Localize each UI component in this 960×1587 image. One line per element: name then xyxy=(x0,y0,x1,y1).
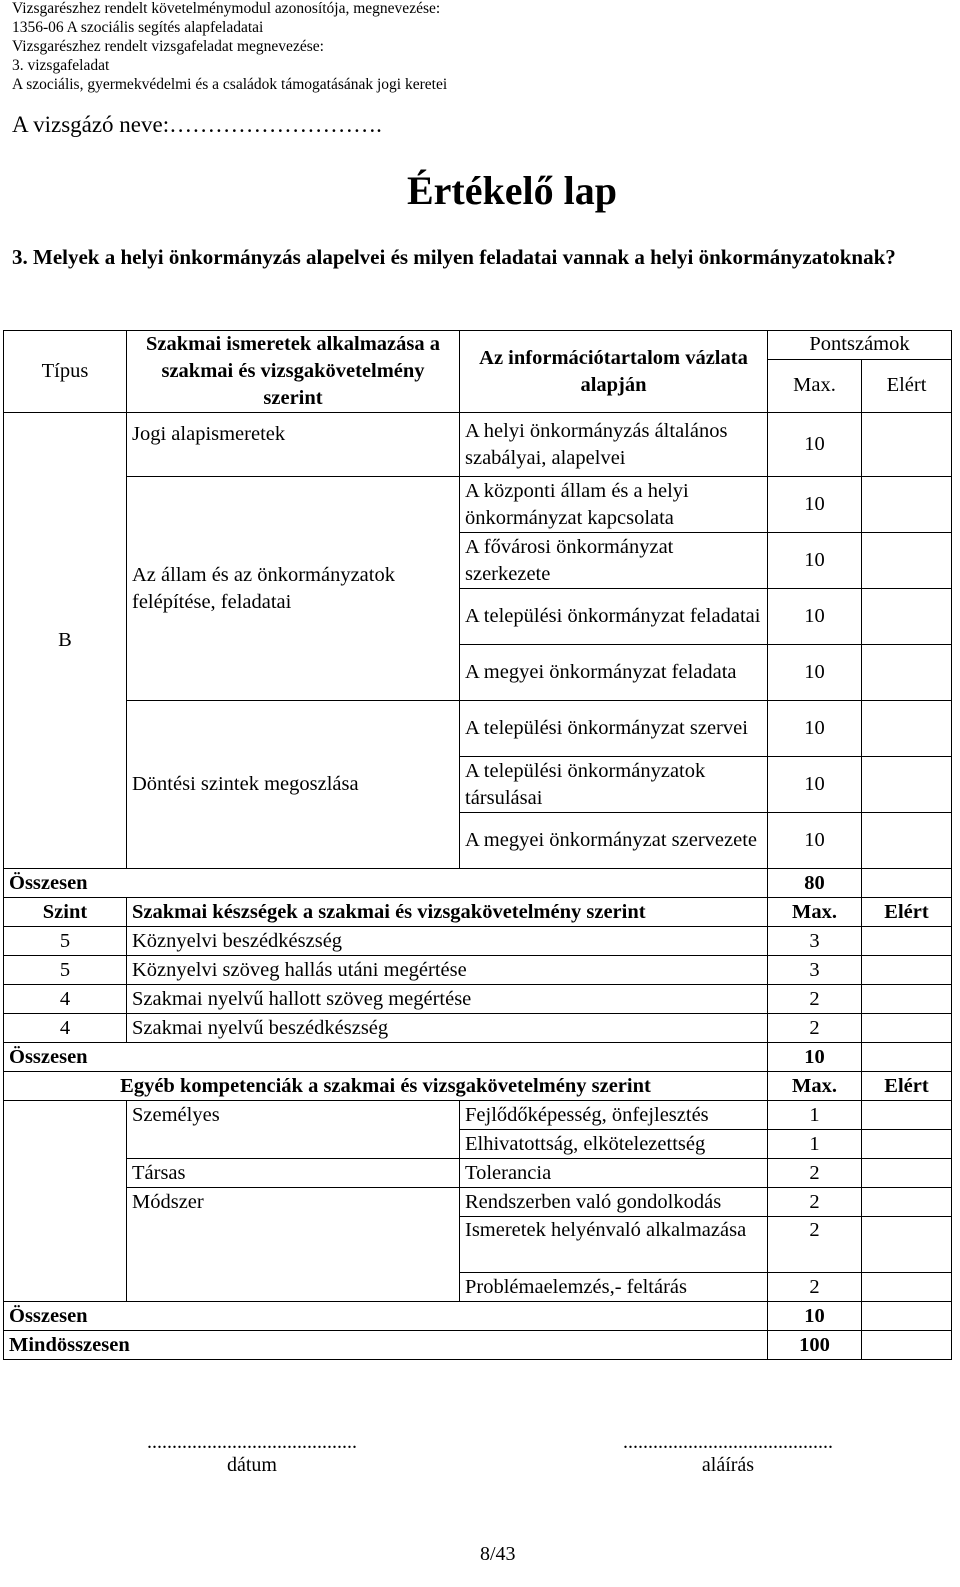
skill-cell: Köznyelvi beszédkészség xyxy=(127,927,768,956)
achieved-total-cell[interactable] xyxy=(862,869,952,898)
header-line: Vizsgarészhez rendelt vizsgafeladat megnevezése: xyxy=(12,38,324,55)
candidate-name-label: A vizsgázó neve:………………………. xyxy=(12,112,382,137)
max-cell: 10 xyxy=(768,645,862,701)
blank-cell xyxy=(4,1130,127,1159)
header-line: Vizsgarészhez rendelt követelménymodul azonosítója, megnevezése: xyxy=(12,0,441,17)
competencies-header: Egyéb kompetenciák a szakmai és vizsgakövetelmény szerint xyxy=(4,1072,768,1101)
col-level-header: Szint xyxy=(4,898,127,927)
blank-cell xyxy=(4,1217,127,1273)
max-cell: 2 xyxy=(768,985,862,1014)
achieved-cell[interactable] xyxy=(862,1159,952,1188)
points-header: Pontszámok xyxy=(768,331,952,360)
info-cell: A települési önkormányzat feladatai xyxy=(460,589,768,645)
header-line: 3. vizsgafeladat xyxy=(12,57,110,74)
date-signature-block xyxy=(107,1431,397,1477)
category-cell: Társas xyxy=(127,1159,460,1188)
achieved-total-cell[interactable] xyxy=(862,1043,952,1072)
item-cell: Problémaelemzés,- feltárás xyxy=(460,1273,768,1302)
col-achieved-header: Elért xyxy=(862,1072,952,1101)
question-text: 3. Melyek a helyi önkormányzás alapelvei és milyen feladatai vannak a helyi önkormányzatoknak? xyxy=(12,245,896,269)
blank-cell xyxy=(4,1159,127,1188)
sign-dots: .......................................... xyxy=(623,1431,833,1453)
category-cell: Személyes xyxy=(127,1101,460,1130)
achieved-cell[interactable] xyxy=(862,589,952,645)
item-cell: Fejlődőképesség, önfejlesztés xyxy=(460,1101,768,1130)
max-cell: 2 xyxy=(768,1014,862,1043)
level-cell: 5 xyxy=(4,927,127,956)
date-label: dátum xyxy=(227,1454,277,1476)
achieved-cell[interactable] xyxy=(862,813,952,869)
blank-cell xyxy=(4,1101,127,1130)
max-cell: 1 xyxy=(768,1101,862,1130)
col-achieved-header: Elért xyxy=(862,359,952,412)
achieved-cell[interactable] xyxy=(862,985,952,1014)
max-cell: 2 xyxy=(768,1159,862,1188)
col-max-header: Max. xyxy=(768,898,862,927)
info-cell: A központi állam és a helyi önkormányzat kapcsolata xyxy=(460,477,768,533)
max-cell: 10 xyxy=(768,533,862,589)
col-info-header: Az információtartalom vázlata alapján xyxy=(460,331,768,413)
achieved-total-cell[interactable] xyxy=(862,1302,952,1331)
skill-cell: Szakmai nyelvű beszédkészség xyxy=(127,1014,768,1043)
max-cell: 2 xyxy=(768,1273,862,1302)
max-cell: 3 xyxy=(768,927,862,956)
max-cell: 2 xyxy=(768,1217,862,1273)
total-label: Összesen xyxy=(4,1043,768,1072)
achieved-cell[interactable] xyxy=(862,477,952,533)
sign-label: aláírás xyxy=(701,1454,755,1476)
group-label: Az állam és az önkormányzatok felépítése, feladatai xyxy=(127,477,460,701)
achieved-cell[interactable] xyxy=(862,1217,952,1273)
col-max-header: Max. xyxy=(768,1072,862,1101)
date-dots: .......................................... xyxy=(147,1431,357,1453)
achieved-cell[interactable] xyxy=(862,1130,952,1159)
max-cell: 10 xyxy=(768,813,862,869)
grand-total-value: 100 xyxy=(768,1331,862,1360)
category-cell xyxy=(127,1130,460,1159)
group-label: Jogi alapismeretek xyxy=(127,413,460,477)
col-max-header: Max. xyxy=(768,359,862,412)
item-cell: Elhivatottság, elkötelezettség xyxy=(460,1130,768,1159)
type-value: B xyxy=(4,413,127,869)
level-cell: 5 xyxy=(4,956,127,985)
header-line: A szociális, gyermekvédelmi és a családok támogatásának jogi keretei xyxy=(12,76,448,93)
info-cell: A települési önkormányzat szervei xyxy=(460,701,768,757)
max-cell: 10 xyxy=(768,701,862,757)
skills-header: Szakmai készségek a szakmai és vizsgakövetelmény szerint xyxy=(127,898,768,927)
achieved-cell[interactable] xyxy=(862,1273,952,1302)
max-cell: 10 xyxy=(768,477,862,533)
grand-total-label: Mindösszesen xyxy=(4,1331,768,1360)
max-cell: 2 xyxy=(768,1188,862,1217)
achieved-cell[interactable] xyxy=(862,1188,952,1217)
skill-cell: Köznyelvi szöveg hallás utáni megértése xyxy=(127,956,768,985)
evaluation-table xyxy=(3,330,952,1360)
category-cell xyxy=(127,1217,460,1273)
max-cell: 10 xyxy=(768,589,862,645)
group-label: Döntési szintek megoszlása xyxy=(127,701,460,869)
blank-cell xyxy=(4,1273,127,1302)
header-line: 1356-06 A szociális segítés alapfeladatai xyxy=(12,19,264,36)
max-cell: 10 xyxy=(768,757,862,813)
sign-signature-block xyxy=(583,1431,873,1477)
achieved-cell[interactable] xyxy=(862,533,952,589)
blank-cell xyxy=(4,1188,127,1217)
skill-cell: Szakmai nyelvű hallott szöveg megértése xyxy=(127,985,768,1014)
item-cell: Tolerancia xyxy=(460,1159,768,1188)
achieved-cell[interactable] xyxy=(862,413,952,477)
level-cell: 4 xyxy=(4,985,127,1014)
total-label: Összesen xyxy=(4,1302,768,1331)
total-value: 80 xyxy=(768,869,862,898)
level-cell: 4 xyxy=(4,1014,127,1043)
page-title: Értékelő lap xyxy=(407,168,617,213)
total-value: 10 xyxy=(768,1043,862,1072)
item-cell: Ismeretek helyénvaló alkalmazása xyxy=(460,1217,768,1273)
document-header xyxy=(12,0,447,94)
info-cell: A megyei önkormányzat feladata xyxy=(460,645,768,701)
max-cell: 3 xyxy=(768,956,862,985)
achieved-cell[interactable] xyxy=(862,645,952,701)
category-cell xyxy=(127,1273,460,1302)
achieved-cell[interactable] xyxy=(862,1101,952,1130)
info-cell: A helyi önkormányzás általános szabályai, alapelvei xyxy=(460,413,768,477)
achieved-cell[interactable] xyxy=(862,927,952,956)
total-label: Összesen xyxy=(4,869,768,898)
achieved-cell[interactable] xyxy=(862,757,952,813)
col-type-header: Típus xyxy=(4,331,127,413)
achieved-cell[interactable] xyxy=(862,701,952,757)
total-value: 10 xyxy=(768,1302,862,1331)
category-cell: Módszer xyxy=(127,1188,460,1217)
col-achieved-header: Elért xyxy=(862,898,952,927)
info-cell: A fővárosi önkormányzat szerkezete xyxy=(460,533,768,589)
item-cell: Rendszerben való gondolkodás xyxy=(460,1188,768,1217)
info-cell: A települési önkormányzatok társulásai xyxy=(460,757,768,813)
achieved-grand-total-cell[interactable] xyxy=(862,1331,952,1360)
col-skill-header: Szakmai ismeretek alkalmazása a szakmai és vizsgakövetelmény szerint xyxy=(127,331,460,413)
info-cell: A megyei önkormányzat szervezete xyxy=(460,813,768,869)
achieved-cell[interactable] xyxy=(862,1014,952,1043)
max-cell: 1 xyxy=(768,1130,862,1159)
max-cell: 10 xyxy=(768,413,862,477)
achieved-cell[interactable] xyxy=(862,956,952,985)
page-number: 8/43 xyxy=(480,1543,516,1565)
